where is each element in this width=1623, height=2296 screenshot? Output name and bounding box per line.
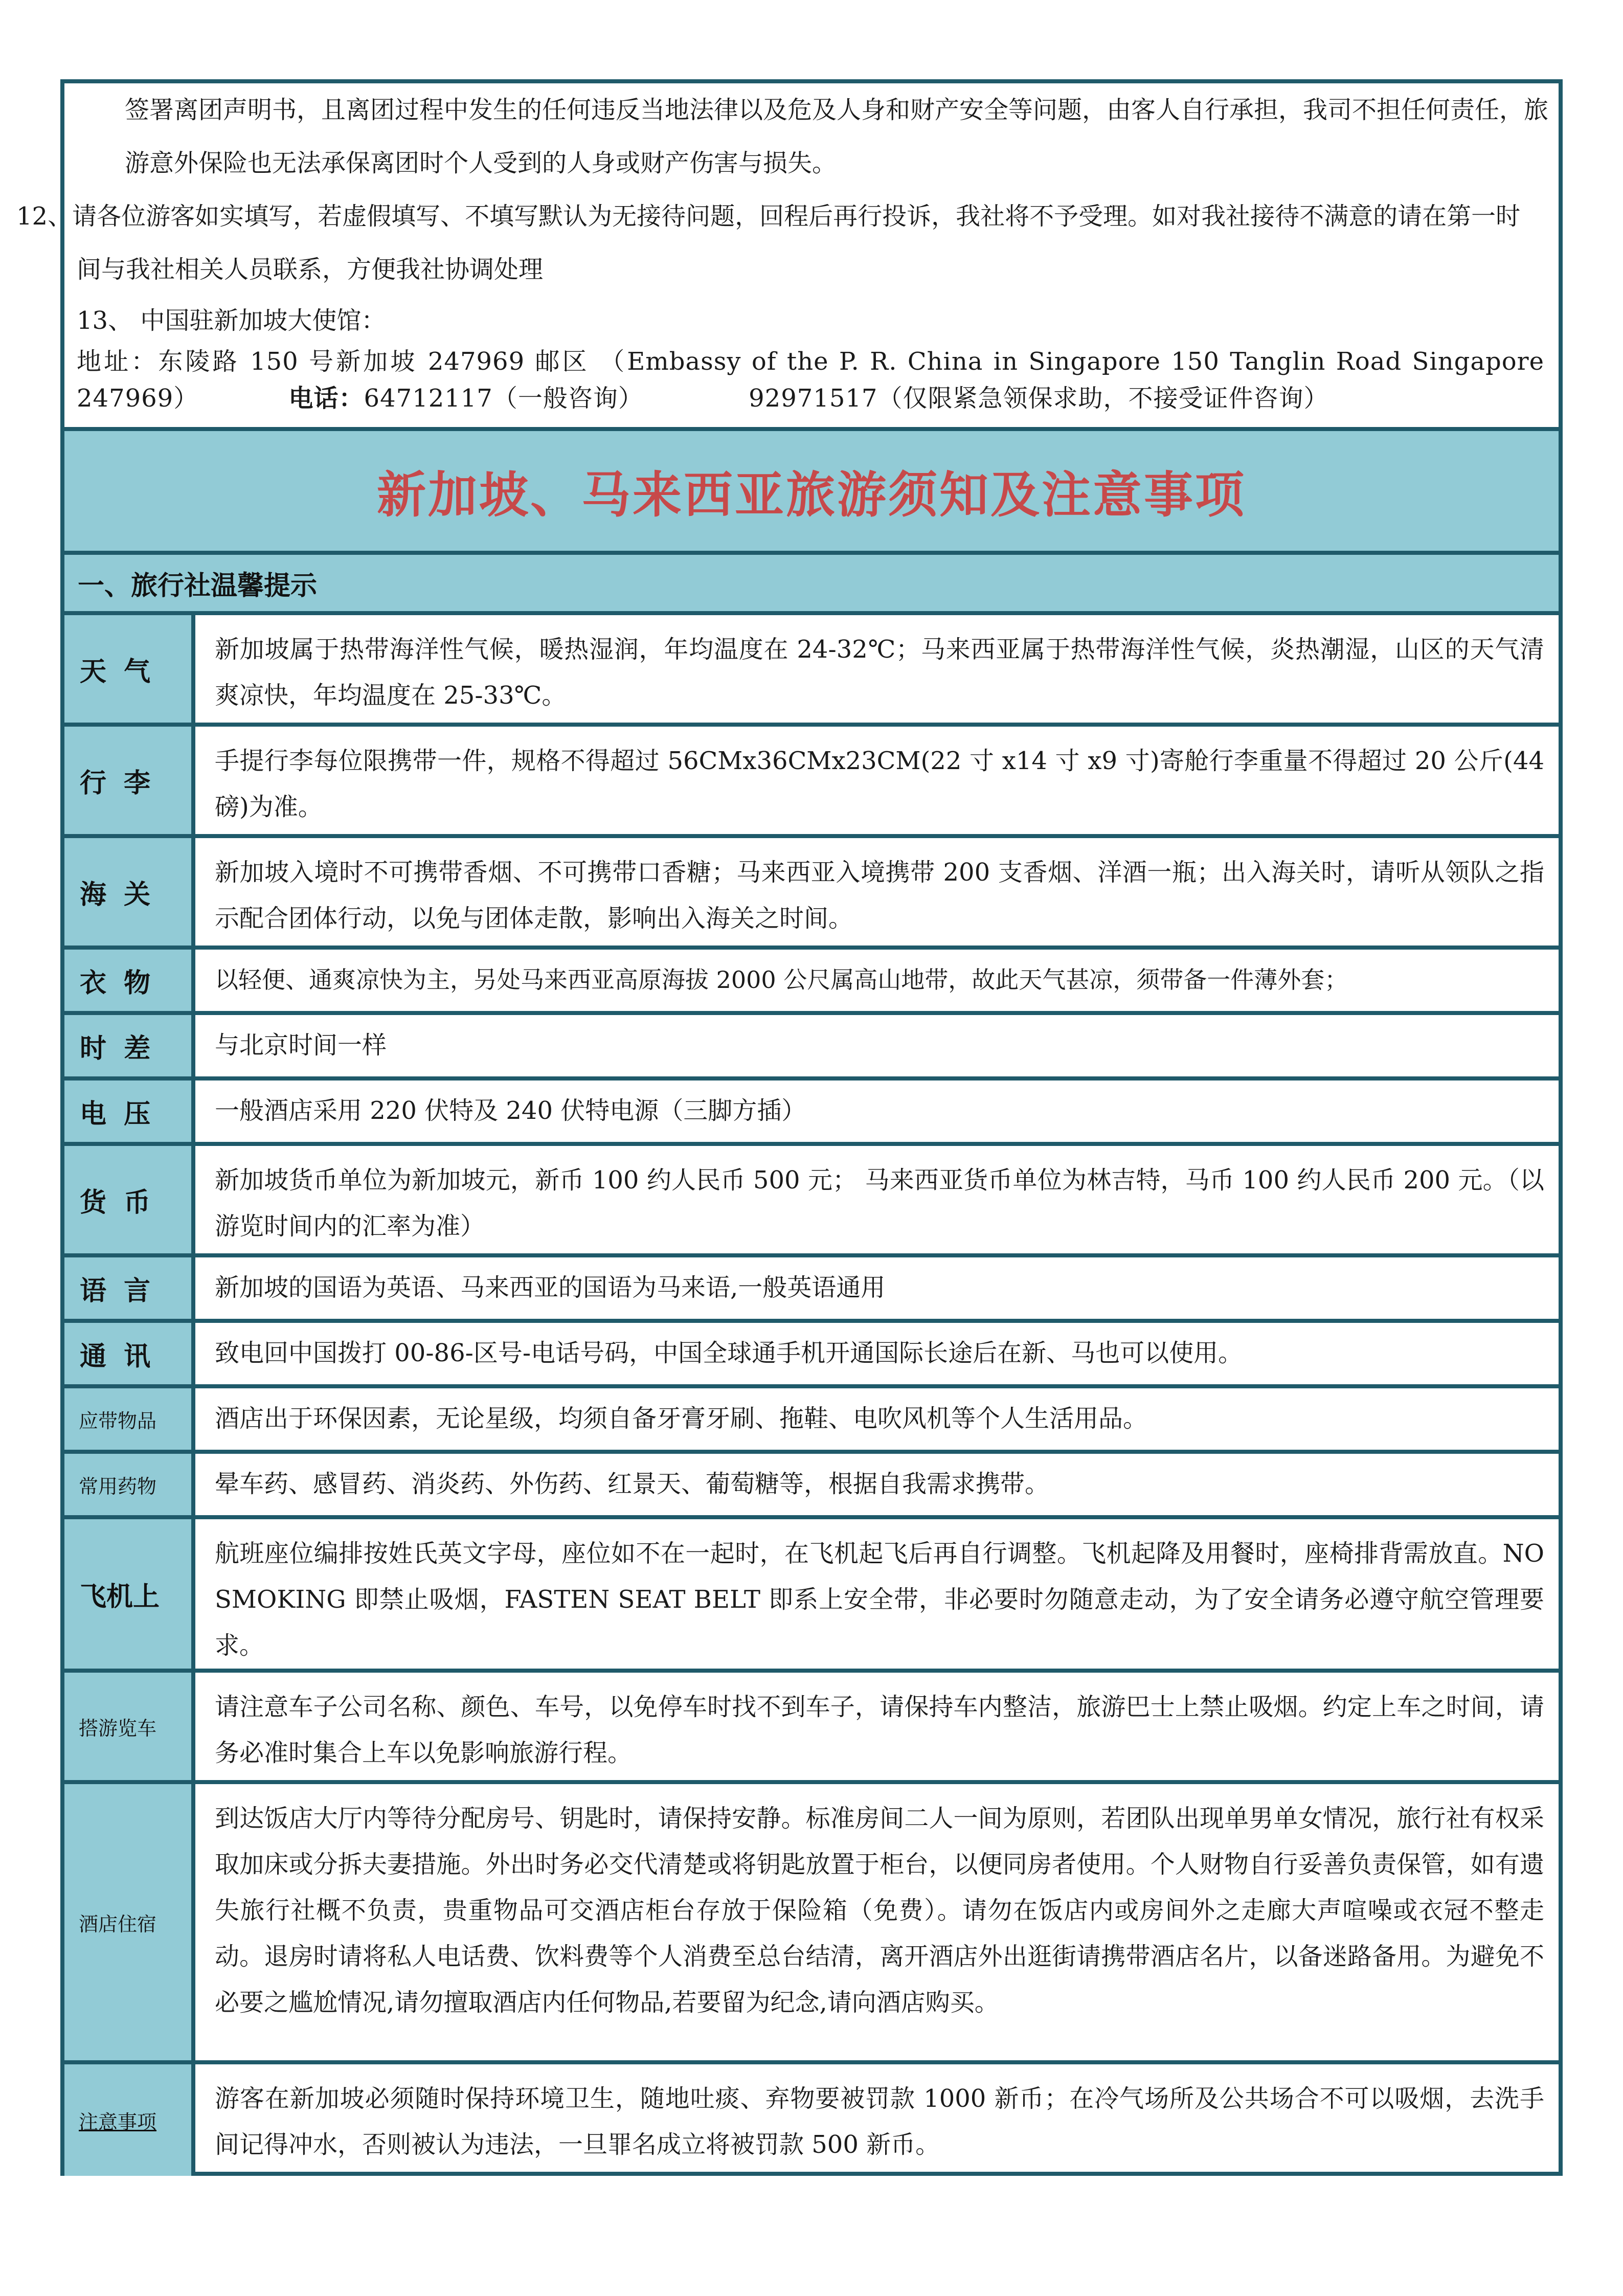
tips-table — [64, 615, 1559, 2176]
row-label: 货 币 — [64, 1146, 195, 1253]
section-title: 一、旅行社温馨提示 — [78, 570, 318, 601]
table-row — [64, 1146, 1559, 1257]
table-row — [64, 727, 1559, 838]
row-label: 应带物品 — [64, 1388, 195, 1450]
document-frame — [16, 79, 1563, 2176]
row-content: 新加坡属于热带海洋性气候，暖热湿润，年均温度在 24-32℃；马来西亚属于热带海洋性气候，炎热潮湿，山区的天气清爽凉快，年均温度在 25-33℃。 — [215, 635, 1544, 710]
title-band — [64, 427, 1559, 555]
row-content: 新加坡入境时不可携带香烟、不可携带口香糖；马来西亚入境携带 200 支香烟、洋酒一瓶；出入海关时，请听从领队之指示配合团体行动，以免与团体走散，影响出入海关之时间。 — [215, 858, 1544, 933]
table-row — [64, 838, 1559, 950]
row-content: 新加坡的国语为英语、马来西亚的国语为马来语,一般英语通用 — [215, 1273, 886, 1302]
table-row — [64, 1388, 1559, 1454]
table-row — [64, 1081, 1559, 1146]
row-content: 新加坡货币单位为新加坡元，新币 100 约人民币 500 元； 马来西亚货币单位为林吉特，马币 100 约人民币 200 元。（以游览时间内的汇率为准） — [215, 1166, 1544, 1241]
table-row — [64, 1257, 1559, 1323]
row-content: 以轻便、通爽凉快为主，另处马来西亚高原海拔 2000 公尺属高山地带，故此天气甚凉，须带备一件薄外套； — [215, 966, 1348, 994]
row-content: 致电回中国拨打 00-86-区号-电话号码，中国全球通手机开通国际长途后在新、马也可以使用。 — [215, 1339, 1243, 1367]
row-label: 注意事项 — [64, 2064, 195, 2176]
item-13: 13、 中国驻新加坡大使馆： — [77, 306, 386, 335]
intro-section — [16, 83, 1559, 431]
row-label: 时 差 — [64, 1015, 195, 1076]
table-row — [64, 1015, 1559, 1081]
item-12: 12、请各位游客如实填写，若虚假填写、不填写默认为无接待问题，回程后再行投诉，我社将不予受理。如对我社接待不满意的请在第一时间与我社相关人员联系，方便我社协调处理 — [16, 202, 1521, 284]
table-row — [64, 1519, 1559, 1673]
table-row — [64, 1323, 1559, 1388]
row-content: 航班座位编排按姓氏英文字母，座位如不在一起时，在飞机起飞后再自行调整。飞机起降及用餐时，座椅排背需放直。NO SMOKING 即禁止吸烟，FASTEN SEAT BELT 即系上安全带，非必要时勿随意走动，为了安全请务必遵守航空管理要求。 — [215, 1539, 1544, 1660]
row-label: 语 言 — [64, 1257, 195, 1319]
table-row — [64, 1673, 1559, 1784]
table-row — [64, 615, 1559, 727]
row-label: 电 压 — [64, 1081, 195, 1142]
row-content: 请注意车子公司名称、颜色、车号，以免停车时找不到车子，请保持车内整洁，旅游巴士上禁止吸烟。约定上车之时间，请务必准时集合上车以免影响旅游行程。 — [215, 1693, 1544, 1767]
row-label: 行 李 — [64, 727, 195, 834]
section-header — [64, 555, 1559, 615]
row-content: 与北京时间一样 — [215, 1031, 387, 1060]
embassy-address-text: 地址：东陵路 150 号新加坡 247969 邮区 （Embassy of the P. R. China in Singapore 150 Tanglin Road Singapore 247969） — [77, 347, 1544, 413]
row-label: 酒店住宿 — [64, 1784, 195, 2060]
table-row — [64, 2064, 1559, 2176]
phone-label: 电话： — [288, 384, 364, 413]
row-content: 一般酒店采用 220 伏特及 240 伏特电源（三脚方插） — [215, 1096, 806, 1125]
row-label: 飞机上 — [64, 1519, 195, 1669]
table-row — [64, 1784, 1559, 2064]
row-content: 手提行李每位限携带一件，规格不得超过 56CMx36CMx23CM(22 寸 x14 寸 x9 寸)寄舱行李重量不得超过 20 公斤(44 磅)为准。 — [215, 747, 1544, 821]
row-content: 游客在新加坡必须随时保持环境卫生，随地吐痰、弃物要被罚款 1000 新币；在冷气场所及公共场合不可以吸烟，去洗手间记得冲水，否则被认为违法，一旦罪名成立将被罚款 500 新币。 — [215, 2084, 1544, 2159]
row-label: 衣 物 — [64, 950, 195, 1011]
phone-general: 64712117（一般咨询） — [364, 384, 643, 413]
row-content: 到达饭店大厅内等待分配房号、钥匙时，请保持安静。标准房间二人一间为原则，若团队出现单男单女情况，旅行社有权采取加床或分拆夫妻措施。外出时务必交代清楚或将钥匙放置于柜台，以便同房者使用。个人财物自行妥善负责保管，如有遗失旅行社概不负责，贵重物品可交酒店柜台存放于保险箱（免费）。请勿在饭店内或房间外之走廊大声喧噪或衣冠不整走动。退房时请将私人电话费、饮料费等个人消费至总台结清，离开酒店外出逛街请携带酒店名片，以备迷路备用。为避免不必要之尴尬情况,请勿擅取酒店内任何物品,若要留为纪念,请向酒店购买。 — [215, 1804, 1544, 2017]
row-content: 酒店出于环保因素，无论星级，均须自备牙膏牙刷、拖鞋、电吹风机等个人生活用品。 — [215, 1404, 1148, 1433]
page-title: 新加坡、马来西亚旅游须知及注意事项 — [377, 465, 1246, 524]
row-label: 通 讯 — [64, 1323, 195, 1384]
embassy-address — [64, 343, 1559, 417]
intro-paragraph: 签署离团声明书，且离团过程中发生的任何违反当地法律以及危及人身和财产安全等问题，由客人自行承担，我司不担任何责任，旅游意外保险也无法承保离团时个人受到的人身或财产伤害与损失。 — [125, 96, 1549, 177]
table-row — [64, 950, 1559, 1015]
row-label: 常用药物 — [64, 1454, 195, 1515]
row-content: 晕车药、感冒药、消炎药、外伤药、红景天、葡萄糖等，根据自我需求携带。 — [215, 1470, 1050, 1498]
row-label: 海 关 — [64, 838, 195, 946]
row-label: 搭游览车 — [64, 1673, 195, 1780]
table-row — [64, 1454, 1559, 1519]
row-label: 天 气 — [64, 615, 195, 723]
phone-emergency: 92971517（仅限紧急领保求助，不接受证件咨询） — [749, 384, 1329, 413]
